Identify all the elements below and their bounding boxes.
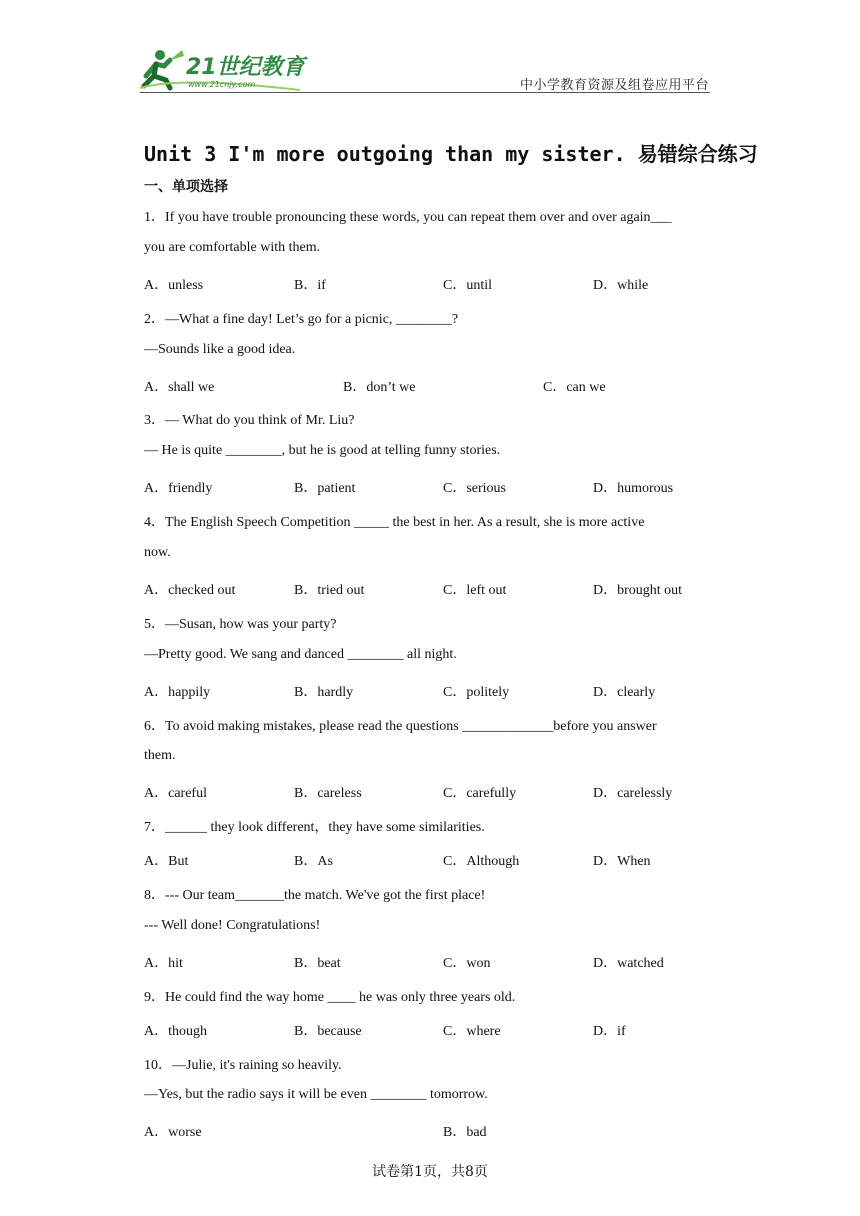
title-english: Unit 3 I'm more outgoing than my sister. [144, 142, 626, 166]
answer-option[interactable]: D．brought out [593, 582, 683, 598]
answer-option[interactable]: B．hardly [294, 684, 354, 700]
answer-option[interactable]: C．where [443, 1023, 501, 1039]
answer-option[interactable]: D．When [593, 854, 651, 870]
question-stem-continued: —Yes, but the radio says it will be even ________ tomorrow. [144, 1087, 488, 1103]
answer-option[interactable]: B．beat [294, 955, 341, 971]
answer-option[interactable]: B．As [294, 854, 333, 870]
answer-option[interactable]: D．while [593, 277, 649, 293]
question-stem-continued: --- Well done! Congratulations! [144, 917, 321, 933]
answer-option[interactable]: B．if [294, 277, 326, 293]
answer-option[interactable]: A．shall we [144, 379, 215, 395]
answer-option[interactable]: C．won [443, 955, 491, 971]
section-heading: 一、单项选择 [144, 179, 228, 195]
question-stem-continued: —Sounds like a good idea. [144, 341, 296, 357]
answer-option[interactable]: C．politely [443, 684, 510, 700]
question-stem: 8．--- Our team_______the match. We've got the first place! [144, 888, 486, 903]
answer-option[interactable]: D．if [593, 1023, 626, 1039]
question-stem-continued: you are comfortable with them. [144, 239, 321, 255]
answer-option[interactable]: B．careless [294, 786, 362, 802]
question-stem: 7．______ they look different，they have some similarities. [144, 820, 485, 836]
answer-option[interactable]: C．left out [443, 582, 507, 598]
answer-option[interactable]: D．humorous [593, 481, 674, 497]
answer-option[interactable]: C．until [443, 277, 493, 293]
answer-option[interactable]: A．checked out [144, 582, 236, 598]
answer-option[interactable]: B．patient [294, 481, 356, 497]
answer-option[interactable]: C．carefully [443, 786, 517, 802]
question-stem-continued: —Pretty good. We sang and danced ________ all night. [144, 646, 457, 662]
answer-option[interactable]: A．But [144, 854, 189, 870]
answer-option[interactable]: B．don’t we [343, 379, 416, 395]
answer-option[interactable]: C．Although [443, 854, 520, 870]
answer-option[interactable]: A．hit [144, 955, 183, 971]
logo-url: www.21cnjy.com [188, 80, 256, 89]
question-stem: 5．—Susan, how was your party? [144, 616, 337, 632]
answer-option[interactable]: C．can we [543, 379, 606, 395]
answer-option[interactable]: A．worse [144, 1125, 202, 1141]
header-divider [140, 92, 710, 93]
runner-logo-icon [140, 46, 310, 92]
question-stem: 1．If you have trouble pronouncing these words, you can repeat them over and over again___ [144, 210, 672, 225]
answer-option[interactable]: D．carelessly [593, 786, 673, 802]
question-stem-continued: now. [144, 545, 171, 560]
site-tagline: 中小学教育资源及组卷应用平台 [519, 78, 709, 93]
answer-option[interactable]: A．unless [144, 277, 204, 293]
answer-option[interactable]: A．careful [144, 786, 207, 802]
answer-option[interactable]: B．because [294, 1023, 362, 1039]
answer-option[interactable]: A．happily [144, 684, 211, 700]
answer-option[interactable]: B．bad [443, 1125, 487, 1141]
site-logo [140, 46, 310, 92]
question-stem: 2．—What a fine day! Let’s go for a picnic, ________? [144, 311, 459, 327]
question-stem-continued: them. [144, 748, 176, 764]
question-stem: 6．To avoid making mistakes, please read the questions _____________before you answer [144, 718, 657, 734]
answer-option[interactable]: A．friendly [144, 481, 213, 497]
answer-option[interactable]: A．though [144, 1023, 207, 1039]
question-stem: 4．The English Speech Competition _____ the best in her. As a result, she is more active [144, 515, 645, 531]
question-stem: 9．He could find the way home ____ he was only three years old. [144, 989, 516, 1005]
logo-wordmark: 21世纪教育 [186, 55, 305, 80]
answer-option[interactable]: D．watched [593, 955, 664, 971]
question-stem: 3．— What do you think of Mr. Liu? [144, 413, 355, 429]
page-title [144, 138, 758, 167]
page-footer: 试卷第1页，共8页 [372, 1164, 488, 1180]
answer-option[interactable]: D．clearly [593, 684, 656, 700]
title-chinese: 易错综合练习 [637, 142, 758, 166]
question-stem: 10．—Julie, it's raining so heavily. [144, 1057, 342, 1073]
answer-option[interactable]: C．serious [443, 481, 506, 497]
question-stem-continued: — He is quite ________, but he is good at telling funny stories. [144, 443, 501, 459]
answer-option[interactable]: B．tried out [294, 582, 365, 598]
